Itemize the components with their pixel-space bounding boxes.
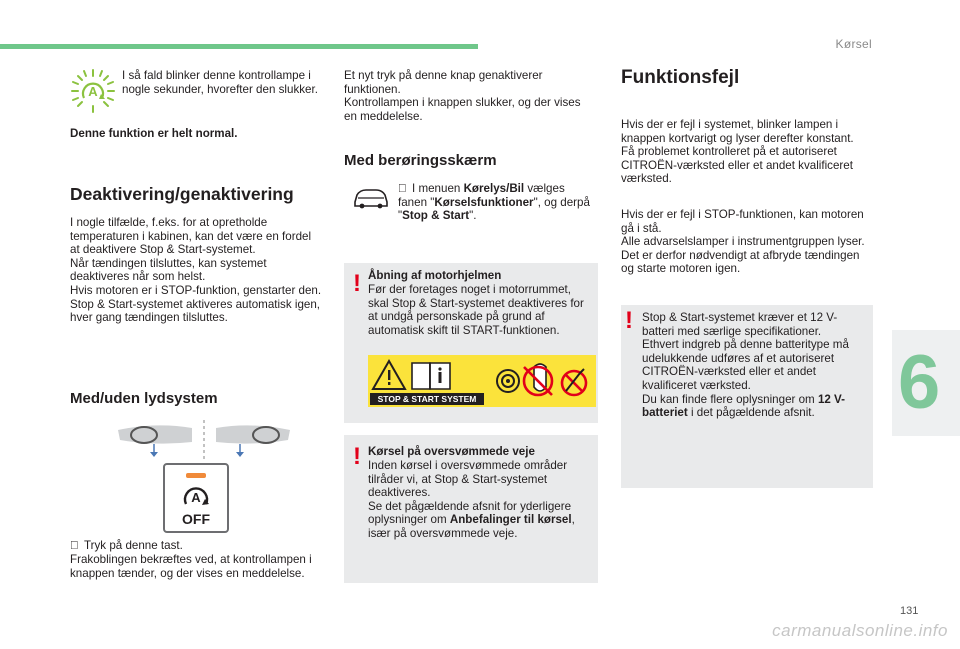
deact-heading: Deaktivering/genaktivering [70,184,294,204]
press-instruction [70,539,324,553]
manual-book-icon [412,363,450,389]
battery-warning-body: Stop & Start-systemet kræver et 12 V-batteri med særlige specifikationer. Ethvert indgreb på denne batteritype må udelukkende udføres af et autoriseret CITROËN-værksted eller et andet kvalificeret værksted. Du kan finde flere oplysninger om [642,311,849,406]
page-number: 131 [900,605,919,617]
funktionsfejl-heading: Funktionsfejl [621,67,740,88]
touch-instruction [398,182,594,223]
touch-heading: Med berøringsskærm [344,152,497,169]
warning-box-oversvommede [344,435,598,583]
touch-mid: vælges fanen " [398,182,565,209]
battery-warning-end: i det pågældende afsnit. [687,406,815,420]
touch-end: ". [469,209,477,223]
svg-text:A: A [191,490,201,505]
press-text: Tryk på denne tast. [84,539,183,552]
warn2-title: Kørsel på oversvømmede veje [368,445,535,458]
warn1-body: Før der foretages noget i motorrummet, skal Stop & Start-systemet deaktiveres for at undgå personskade på grund af automatisk skift til START-funktionen. [368,283,584,337]
warning-box-batteri [621,305,873,488]
deact-body: I nogle tilfælde, f.eks. for at opretholde temperaturen i kabinen, kan det være en fordel at deaktivere Stop & Start-systemet. Når tændingen tilsluttes, kan systemet deaktiveres når som helst. Hvis motoren er i STOP-funktion, genstarter den. Stop & Start-systemet aktiveres automatisk igen, hver gang tændingen tilsluttes. [70,216,322,325]
section-title: Kørsel [835,37,872,51]
warn1-title: Åbning af motorhjelmen [368,269,502,282]
warning-exclamation-icon: ! [353,270,361,297]
warn2-bold: Anbefalinger til kørsel [449,513,572,527]
battery-warning-bold: 12 V-batteriet [642,392,846,420]
col2-intro-text: Et nyt tryk på denne knap genaktiverer funktionen. Kontrollampen i knappen slukker, og der vises en meddelelse. [344,69,581,123]
item-name: Stop & Start [402,209,470,223]
warning-triangle-icon [370,358,486,392]
warn2-body-text: Inden kørsel i oversvømmede områder tilråder vi, at Stop & Start-systemet deaktiveres. Se det pågældende afsnit for yderligere oplysninger om [368,459,572,527]
stop-start-off-button[interactable] [163,463,229,533]
header-accent-bar [0,44,478,49]
col3-para1: Hvis der er fejl i systemet, blinker lampen i knappen kortvarigt og lyser derefter konstant. Få problemet kontrolleret på et autoriseret CITROËN-værksted eller et andet kvalificeret værksted. [621,118,854,186]
warn2-end: , især på oversvømmede veje. [368,513,575,540]
touch-mid2: ", og derpå " [398,195,590,223]
tab-name: Kørselsfunktioner [434,195,534,209]
warn2-body [368,459,594,541]
bullet-arrow-icon [70,539,84,553]
no-touch-icon [494,359,594,403]
lydsystem-heading: Med/uden lydsystem [70,390,218,407]
indicator-lamp [186,473,206,478]
touch-pre: I menuen [412,182,464,195]
col1-intro-text: I så fald blinker denne kontrollampe i nogle sekunder, hvorefter den slukker. [122,69,318,96]
auto-a-icon [181,483,211,509]
col3-para2: Hvis der er fejl i STOP-funktionen, kan motoren gå i stå. Alle advarselslamper i instrumentgruppen lyser. Det er derfor nødvendigt at afbryde tændingen og starte motoren igen. [621,208,865,276]
watermark: carmanualsonline.info [772,621,948,640]
car-icon [352,186,390,210]
warning-box-motorhjelm [344,263,598,423]
svg-text:A: A [88,84,98,99]
off-label: OFF [182,511,210,527]
stop-start-label-strip [368,355,596,407]
confirm-text: Frakoblingen bekræftes ved, at kontrollampen i knappen tænder, og der vises en meddelelse. [70,553,312,580]
auto-a-icon [70,68,116,114]
strip-label: STOP & START SYSTEM [370,393,484,405]
dashboard-illustration [116,418,292,464]
menu-name: Kørelys/Bil [463,182,525,195]
bullet-arrow-icon [398,182,412,196]
warning-exclamation-icon: ! [625,307,633,334]
warning-exclamation-icon: ! [353,443,361,470]
normal-note: Denne funktion er helt normal. [70,127,238,140]
battery-warning-text [642,311,868,420]
chapter-number: 6 [898,340,941,425]
